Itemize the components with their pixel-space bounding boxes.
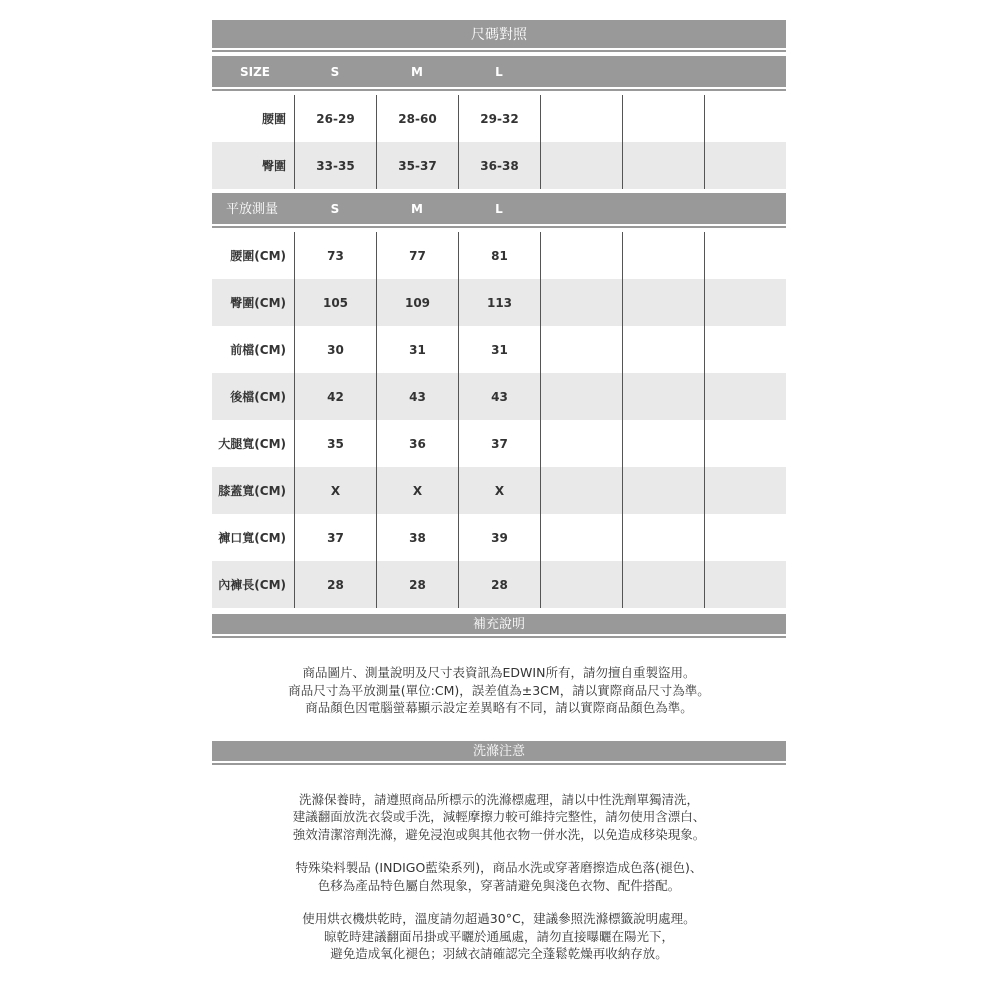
table-cell	[541, 95, 623, 142]
table-cell: 38	[377, 514, 459, 561]
header-cell: SIZE	[240, 65, 271, 79]
table-cell: 33-35	[295, 142, 377, 189]
table-cell	[541, 326, 623, 373]
table-row	[212, 373, 786, 420]
table-cell	[623, 232, 705, 279]
table-cell	[623, 279, 705, 326]
header-cell: L	[495, 65, 503, 79]
table-row	[212, 561, 786, 608]
size-header-row	[212, 56, 786, 89]
wash-title-bar: 洗滌注意	[212, 741, 786, 763]
row-label: 腰圍	[212, 95, 295, 142]
table-cell	[541, 514, 623, 561]
row-label: 臀圍	[212, 142, 295, 189]
table-row	[212, 279, 786, 326]
table-cell: 29-32	[459, 95, 541, 142]
table-cell: 113	[459, 279, 541, 326]
table-cell	[705, 420, 786, 467]
table-cell	[623, 326, 705, 373]
row-label: 大腿寬(CM)	[212, 420, 295, 467]
notes-line: 商品尺寸為平放測量(單位:CM)，誤差值為±3CM，請以實際商品尺寸為準。	[288, 682, 710, 698]
table-cell	[705, 95, 786, 142]
table-row	[212, 467, 786, 514]
table-cell	[541, 142, 623, 189]
header-cell: L	[495, 202, 503, 216]
notes-title-bar: 補充說明	[212, 614, 786, 636]
table-cell	[623, 514, 705, 561]
table-cell	[541, 561, 623, 608]
table-cell: 31	[377, 326, 459, 373]
row-label: 褲口寬(CM)	[212, 514, 295, 561]
table-cell	[541, 373, 623, 420]
table-row	[212, 142, 786, 189]
table-cell: 30	[295, 326, 377, 373]
table-cell	[705, 561, 786, 608]
size-chart	[212, 20, 786, 963]
table-cell: 81	[459, 232, 541, 279]
table-cell: X	[295, 467, 377, 514]
table-cell: X	[459, 467, 541, 514]
table-cell: 39	[459, 514, 541, 561]
wash-paragraph-1	[212, 791, 786, 844]
table-cell	[541, 467, 623, 514]
table-cell: 36	[377, 420, 459, 467]
table-cell	[623, 561, 705, 608]
table-cell: 77	[377, 232, 459, 279]
table-cell	[623, 467, 705, 514]
row-label: 內褲長(CM)	[212, 561, 295, 608]
row-label: 膝蓋寬(CM)	[212, 467, 295, 514]
table-row	[212, 326, 786, 373]
table-cell	[705, 514, 786, 561]
header-cell	[540, 56, 622, 89]
header-cell: S	[330, 65, 340, 79]
table-row	[212, 232, 786, 279]
flat-table-body	[212, 232, 786, 608]
row-label: 前檔(CM)	[212, 326, 295, 373]
table-cell: 109	[377, 279, 459, 326]
wash-line: 使用烘衣機烘乾時，溫度請勿超過30°C，建議參照洗滌標籤說明處理。	[302, 911, 696, 926]
table-cell: 35	[295, 420, 377, 467]
table-cell	[623, 420, 705, 467]
flat-header-row	[212, 193, 786, 226]
table-row	[212, 514, 786, 561]
header-cell: 平放測量	[226, 202, 279, 217]
wash-line: 建議翻面放洗衣袋或手洗，減輕摩擦力較可維持完整性，請勿使用含漂白、	[292, 809, 706, 824]
notes-text	[212, 664, 786, 717]
table-cell: 37	[295, 514, 377, 561]
row-label: 腰圍(CM)	[212, 232, 295, 279]
table-cell	[705, 142, 786, 189]
table-cell: 73	[295, 232, 377, 279]
table-cell: 28-60	[377, 95, 459, 142]
header-cell	[622, 56, 704, 89]
wash-line: 色移為產品特色屬自然現象，穿著請避免與淺色衣物、配件搭配。	[317, 877, 681, 893]
table-cell	[705, 467, 786, 514]
header-cell: M	[411, 202, 423, 216]
header-cell	[540, 193, 622, 226]
wash-line: 特殊染料製品 (INDIGO藍染系列)，商品水洗或穿著磨擦造成色落(褪色)、	[295, 860, 703, 875]
size-table-body	[212, 95, 786, 189]
header-cell	[622, 193, 704, 226]
table-cell	[705, 232, 786, 279]
table-cell	[705, 326, 786, 373]
notes-line: 商品顏色因電腦螢幕顯示設定差異略有不同，請以實際商品顏色為準。	[305, 700, 693, 715]
table-cell: 28	[295, 561, 377, 608]
table-row	[212, 95, 786, 142]
table-cell: 42	[295, 373, 377, 420]
header-cell: S	[330, 202, 340, 216]
wash-paragraph-3	[212, 910, 786, 963]
table-cell	[623, 95, 705, 142]
wash-line: 避免造成氧化褪色；羽絨衣請確認完全蓬鬆乾燥再收納存放。	[330, 946, 668, 961]
table-cell: 105	[295, 279, 377, 326]
chart-title: 尺碼對照	[212, 20, 786, 50]
table-cell: X	[377, 467, 459, 514]
table-cell: 43	[377, 373, 459, 420]
table-cell: 31	[459, 326, 541, 373]
wash-line: 強效清潔溶劑洗滌，避免浸泡或與其他衣物一併水洗，以免造成移染現象。	[292, 826, 706, 842]
table-cell	[705, 373, 786, 420]
table-cell: 35-37	[377, 142, 459, 189]
header-cell	[704, 56, 786, 89]
notes-line: 商品圖片、測量說明及尺寸表資訊為EDWIN所有，請勿擅自重製盜用。	[302, 665, 696, 680]
wash-paragraph-2	[212, 859, 786, 894]
table-cell	[623, 373, 705, 420]
table-cell: 28	[377, 561, 459, 608]
row-label: 臀圍(CM)	[212, 279, 295, 326]
table-cell: 26-29	[295, 95, 377, 142]
header-cell: M	[411, 65, 423, 79]
table-cell	[541, 420, 623, 467]
table-cell: 37	[459, 420, 541, 467]
table-cell	[541, 279, 623, 326]
row-label: 後檔(CM)	[212, 373, 295, 420]
table-cell: 43	[459, 373, 541, 420]
header-cell	[704, 193, 786, 226]
table-cell: 28	[459, 561, 541, 608]
table-cell: 36-38	[459, 142, 541, 189]
wash-line: 晾乾時建議翻面吊掛或平曬於通風處，請勿直接曝曬在陽光下，	[323, 928, 674, 944]
table-cell	[623, 142, 705, 189]
table-row	[212, 420, 786, 467]
table-cell	[705, 279, 786, 326]
table-cell	[541, 232, 623, 279]
wash-line: 洗滌保養時，請遵照商品所標示的洗滌標處理，請以中性洗劑單獨清洗，	[298, 791, 699, 807]
